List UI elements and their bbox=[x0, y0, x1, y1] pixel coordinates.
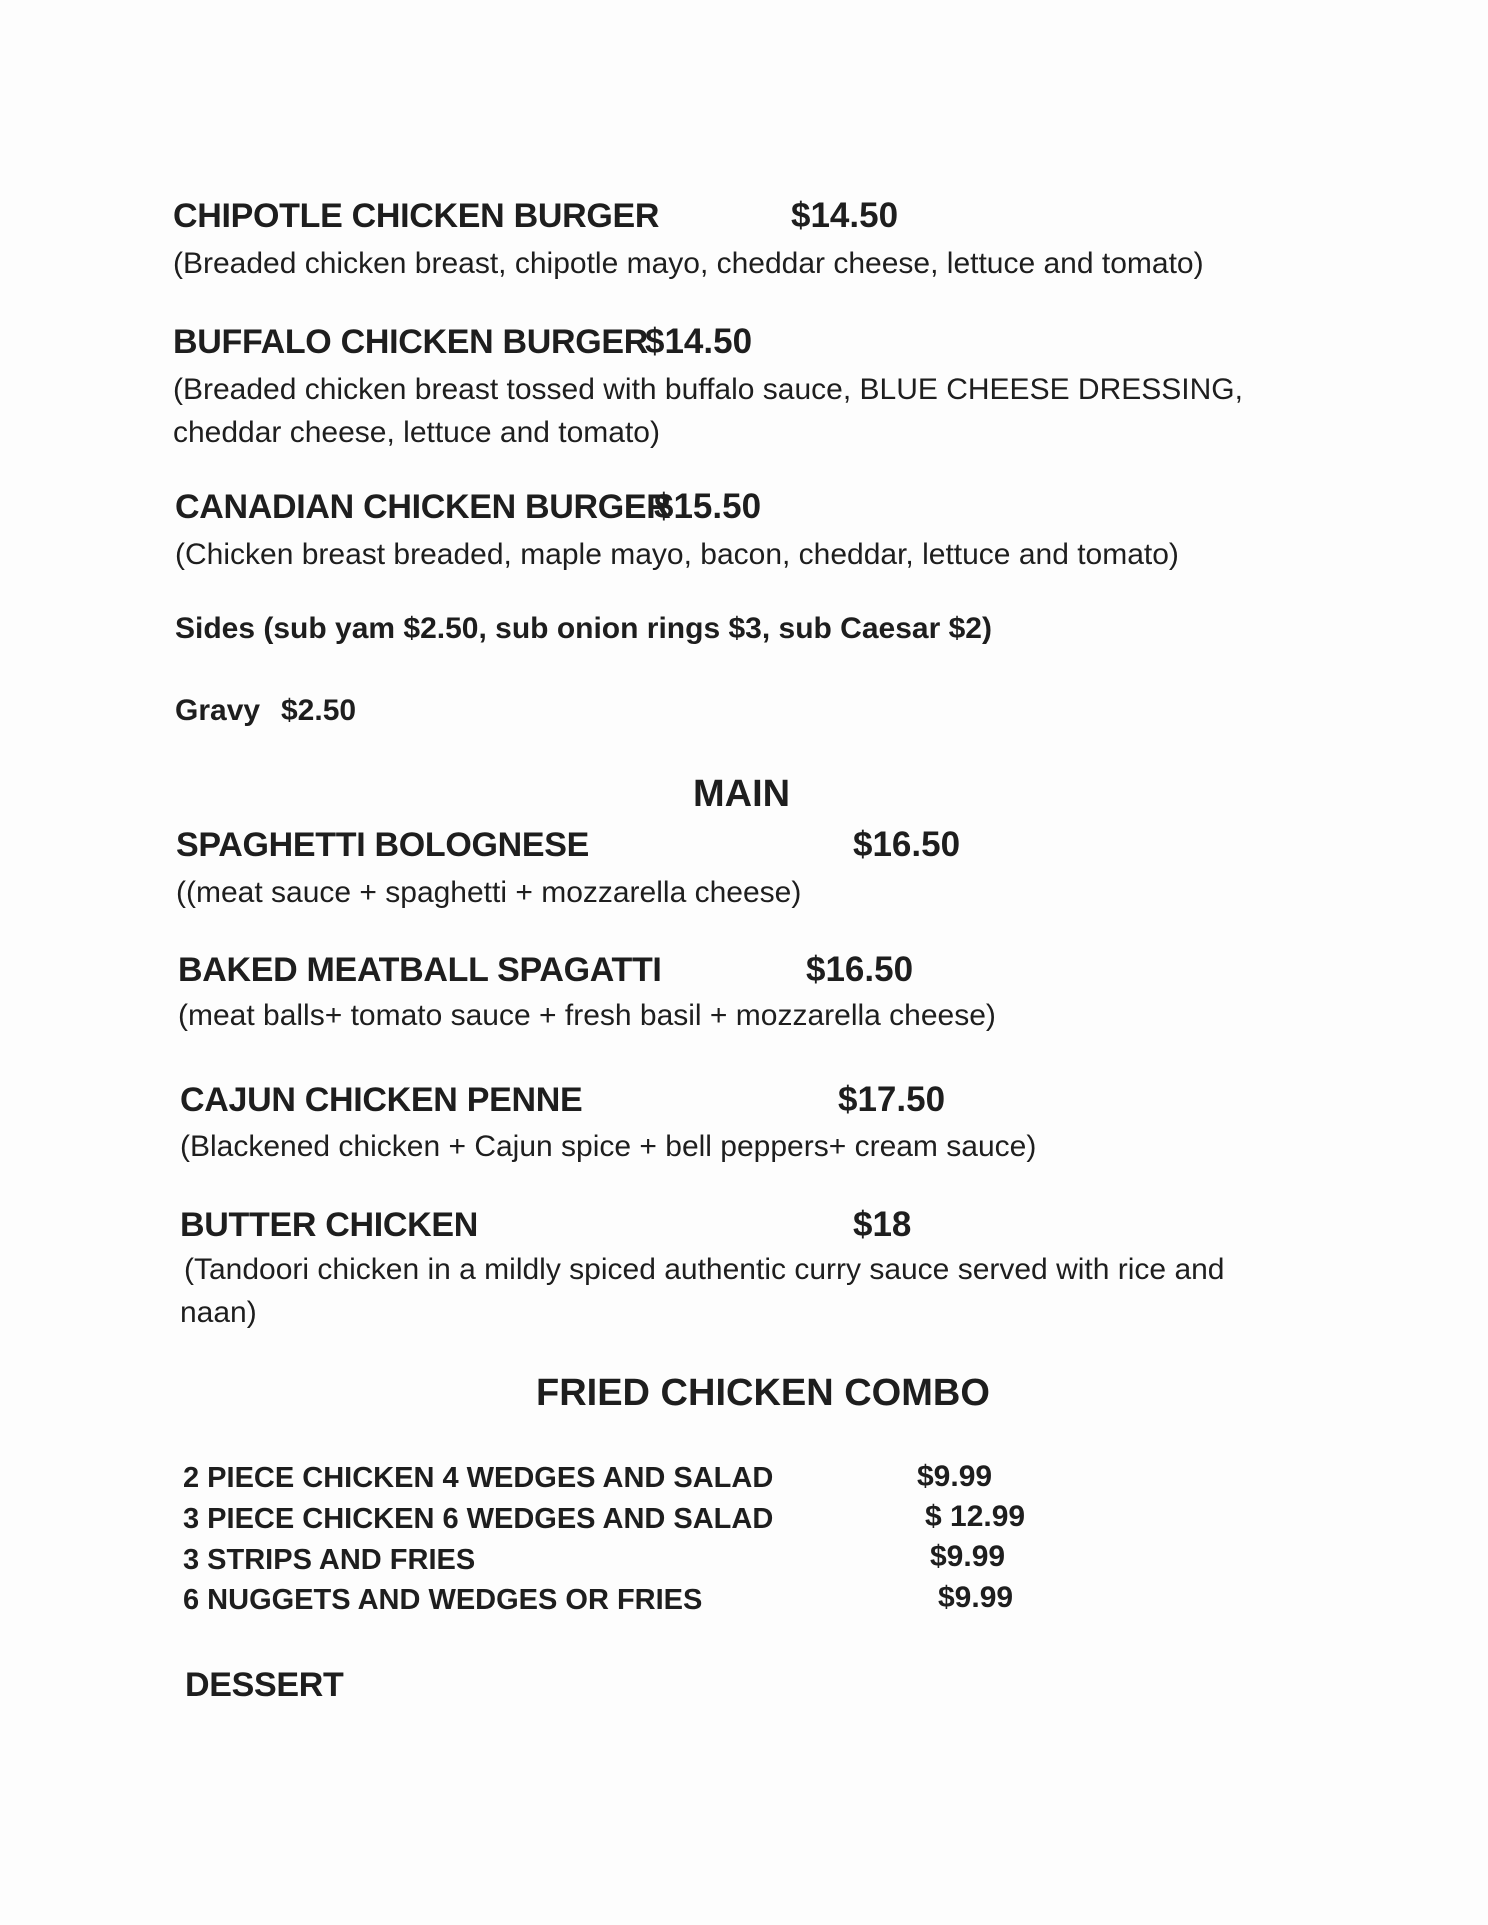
combo-item-name: 3 PIECE CHICKEN 6 WEDGES AND SALAD bbox=[183, 1503, 774, 1535]
menu-item-price: $15.50 bbox=[654, 487, 762, 526]
combo-item-name: 6 NUGGETS AND WEDGES OR FRIES bbox=[183, 1584, 703, 1616]
menu-item-title: BUFFALO CHICKEN BURGER bbox=[173, 323, 649, 361]
menu-item-description: cheddar cheese, lettuce and tomato) bbox=[173, 416, 660, 449]
menu-item-price: $16.50 bbox=[853, 825, 961, 864]
menu-item-description: (Blackened chicken + Cajun spice + bell peppers+ cream sauce) bbox=[180, 1130, 1037, 1163]
menu-item-description: (Tandoori chicken in a mildly spiced authentic curry sauce served with rice and bbox=[184, 1253, 1225, 1286]
combo-item-price: $ 12.99 bbox=[925, 1500, 1026, 1533]
gravy-label: Gravy bbox=[175, 694, 261, 727]
combo-item-price: $9.99 bbox=[917, 1460, 993, 1493]
menu-item-price: $14.50 bbox=[791, 196, 899, 235]
menu-item-title: CAJUN CHICKEN PENNE bbox=[180, 1081, 583, 1119]
menu-item-title: BUTTER CHICKEN bbox=[180, 1206, 479, 1244]
menu-item-description: (Breaded chicken breast tossed with buffalo sauce, BLUE CHEESE DRESSING, bbox=[173, 373, 1243, 406]
menu-item-title: CHIPOTLE CHICKEN BURGER bbox=[173, 197, 660, 235]
combo-item-name: 3 STRIPS AND FRIES bbox=[183, 1544, 476, 1576]
menu-item-description: ((meat sauce + spaghetti + mozzarella cheese) bbox=[176, 876, 802, 909]
menu-item-price: $18 bbox=[853, 1205, 912, 1244]
section-heading-dessert: DESSERT bbox=[185, 1666, 344, 1704]
menu-item-title: SPAGHETTI BOLOGNESE bbox=[176, 826, 590, 864]
combo-item-price: $9.99 bbox=[930, 1540, 1006, 1573]
menu-item-title: CANADIAN CHICKEN BURGER bbox=[175, 488, 671, 526]
menu-item-description: (Chicken breast breaded, maple mayo, bacon, cheddar, lettuce and tomato) bbox=[175, 538, 1179, 571]
section-heading-main: MAIN bbox=[693, 773, 791, 815]
menu-item-title: BAKED MEATBALL SPAGATTI bbox=[178, 951, 662, 989]
gravy-price: $2.50 bbox=[281, 694, 357, 727]
combo-item-price: $9.99 bbox=[938, 1581, 1014, 1614]
menu-item-description: (Breaded chicken breast, chipotle mayo, cheddar cheese, lettuce and tomato) bbox=[173, 247, 1204, 280]
combo-item-name: 2 PIECE CHICKEN 4 WEDGES AND SALAD bbox=[183, 1462, 774, 1494]
menu-item-price: $16.50 bbox=[806, 950, 914, 989]
menu-item-description: naan) bbox=[180, 1296, 257, 1329]
menu-item-price: $14.50 bbox=[645, 322, 753, 361]
menu-item-description: (meat balls+ tomato sauce + fresh basil + mozzarella cheese) bbox=[178, 999, 996, 1032]
section-heading-combo: FRIED CHICKEN COMBO bbox=[536, 1372, 990, 1414]
menu-item-price: $17.50 bbox=[838, 1080, 946, 1119]
sides-note: Sides (sub yam $2.50, sub onion rings $3, sub Caesar $2) bbox=[175, 612, 992, 645]
